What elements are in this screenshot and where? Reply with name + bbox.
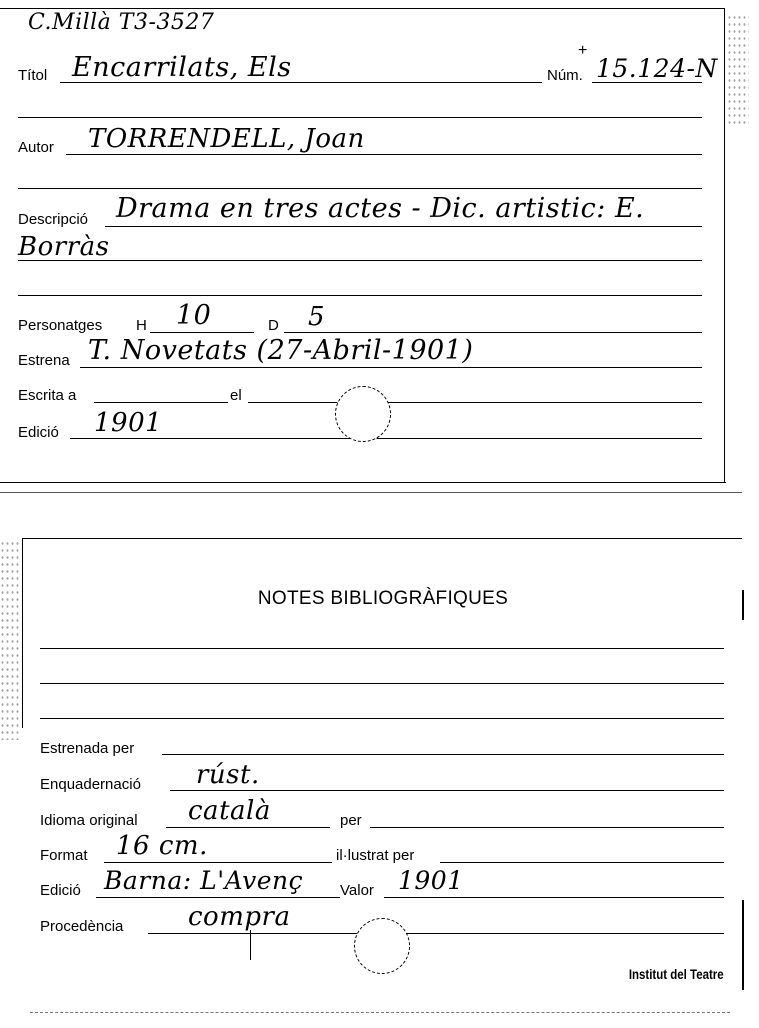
valor-line: [384, 897, 724, 898]
escrita-line: [94, 402, 228, 403]
valor-label: Valor: [340, 882, 374, 899]
titol-value: Encarrilats, Els: [72, 52, 292, 83]
edicio-line: [70, 438, 702, 439]
procedencia-label: Procedència: [40, 918, 124, 935]
descripcio-line: [105, 226, 702, 227]
card2-top-border: [22, 538, 742, 539]
autor-value: TORRENDELL, Joan: [88, 124, 365, 154]
num-mark: +: [578, 42, 588, 59]
per-line: [370, 827, 724, 828]
card2-bottom-edge: [30, 1012, 730, 1013]
rule: [18, 117, 702, 118]
edicio-line: [96, 897, 340, 898]
edicio-value: 1901: [94, 408, 163, 438]
idioma-value: català: [188, 796, 271, 826]
personatges-label: Personatges: [18, 317, 103, 334]
idioma-line: [166, 827, 330, 828]
num-line: [592, 82, 702, 83]
enquadernacio-label: Enquadernació: [40, 776, 141, 793]
brand-label: Institut del Teatre: [629, 966, 724, 982]
h-label: H: [136, 317, 147, 334]
titol-line: [60, 82, 542, 83]
format-value: 16 cm.: [116, 831, 208, 861]
punch-hole: [354, 918, 410, 974]
header-note: C.Millà T3-3527: [28, 10, 215, 35]
enquadernacio-line: [170, 790, 724, 791]
rule: [40, 718, 724, 719]
descripcio-label: Descripció: [18, 211, 89, 228]
card2-right-border: [742, 900, 744, 990]
edicio-value: Barna: L'Avenç: [104, 866, 304, 895]
procedencia-line: [148, 933, 724, 934]
card1-shadow-line: [0, 492, 742, 493]
card1-top-border: [0, 8, 724, 9]
pen-stroke: [250, 930, 251, 960]
edicio-label: Edició: [18, 424, 59, 441]
rule: [18, 188, 702, 189]
rule: [40, 683, 724, 684]
descripcio-value-continued: Borràs: [18, 232, 110, 262]
estrena-value: T. Novetats (27-Abril-1901): [88, 335, 474, 366]
illustrat-line: [440, 862, 724, 863]
card1-bottom-border: [0, 482, 726, 483]
descripcio-value: Drama en tres actes - Dic. artistic: E.: [116, 193, 645, 224]
format-line: [104, 862, 332, 863]
h-value: 10: [176, 300, 212, 331]
num-value: 15.124-N: [596, 54, 718, 83]
notes-heading: NOTES BIBLIOGRÀFIQUES: [257, 588, 509, 609]
scan-noise: [0, 540, 20, 740]
format-label: Format: [40, 847, 88, 864]
h-line: [150, 332, 254, 333]
estrenada-line: [162, 754, 724, 755]
estrenada-label: Estrenada per: [40, 740, 135, 757]
rule: [40, 648, 724, 649]
el-line: [248, 402, 702, 403]
d-line: [284, 332, 702, 333]
num-label: Núm.: [547, 67, 583, 84]
rule: [18, 295, 702, 296]
estrena-label: Estrena: [18, 352, 70, 369]
punch-hole: [335, 386, 391, 442]
per-label: per: [340, 812, 362, 829]
idioma-label: Idioma original: [40, 812, 138, 829]
autor-line: [66, 154, 702, 155]
titol-label: Títol: [18, 67, 48, 84]
escrita-label: Escrita a: [18, 387, 77, 404]
autor-label: Autor: [18, 139, 54, 156]
procedencia-value: compra: [188, 902, 291, 932]
rule: [18, 260, 702, 261]
d-label: D: [268, 317, 279, 334]
estrena-line: [80, 367, 702, 368]
scan-noise: [727, 14, 749, 124]
card2-left-border: [22, 538, 23, 728]
card1-right-border: [724, 8, 725, 482]
edicio-label: Edició: [40, 882, 81, 899]
valor-value: 1901: [398, 866, 464, 895]
illustrat-label: il·lustrat per: [336, 847, 415, 864]
el-label: el: [230, 387, 242, 404]
d-value: 5: [308, 302, 326, 332]
enquadernacio-value: rúst.: [196, 760, 260, 790]
